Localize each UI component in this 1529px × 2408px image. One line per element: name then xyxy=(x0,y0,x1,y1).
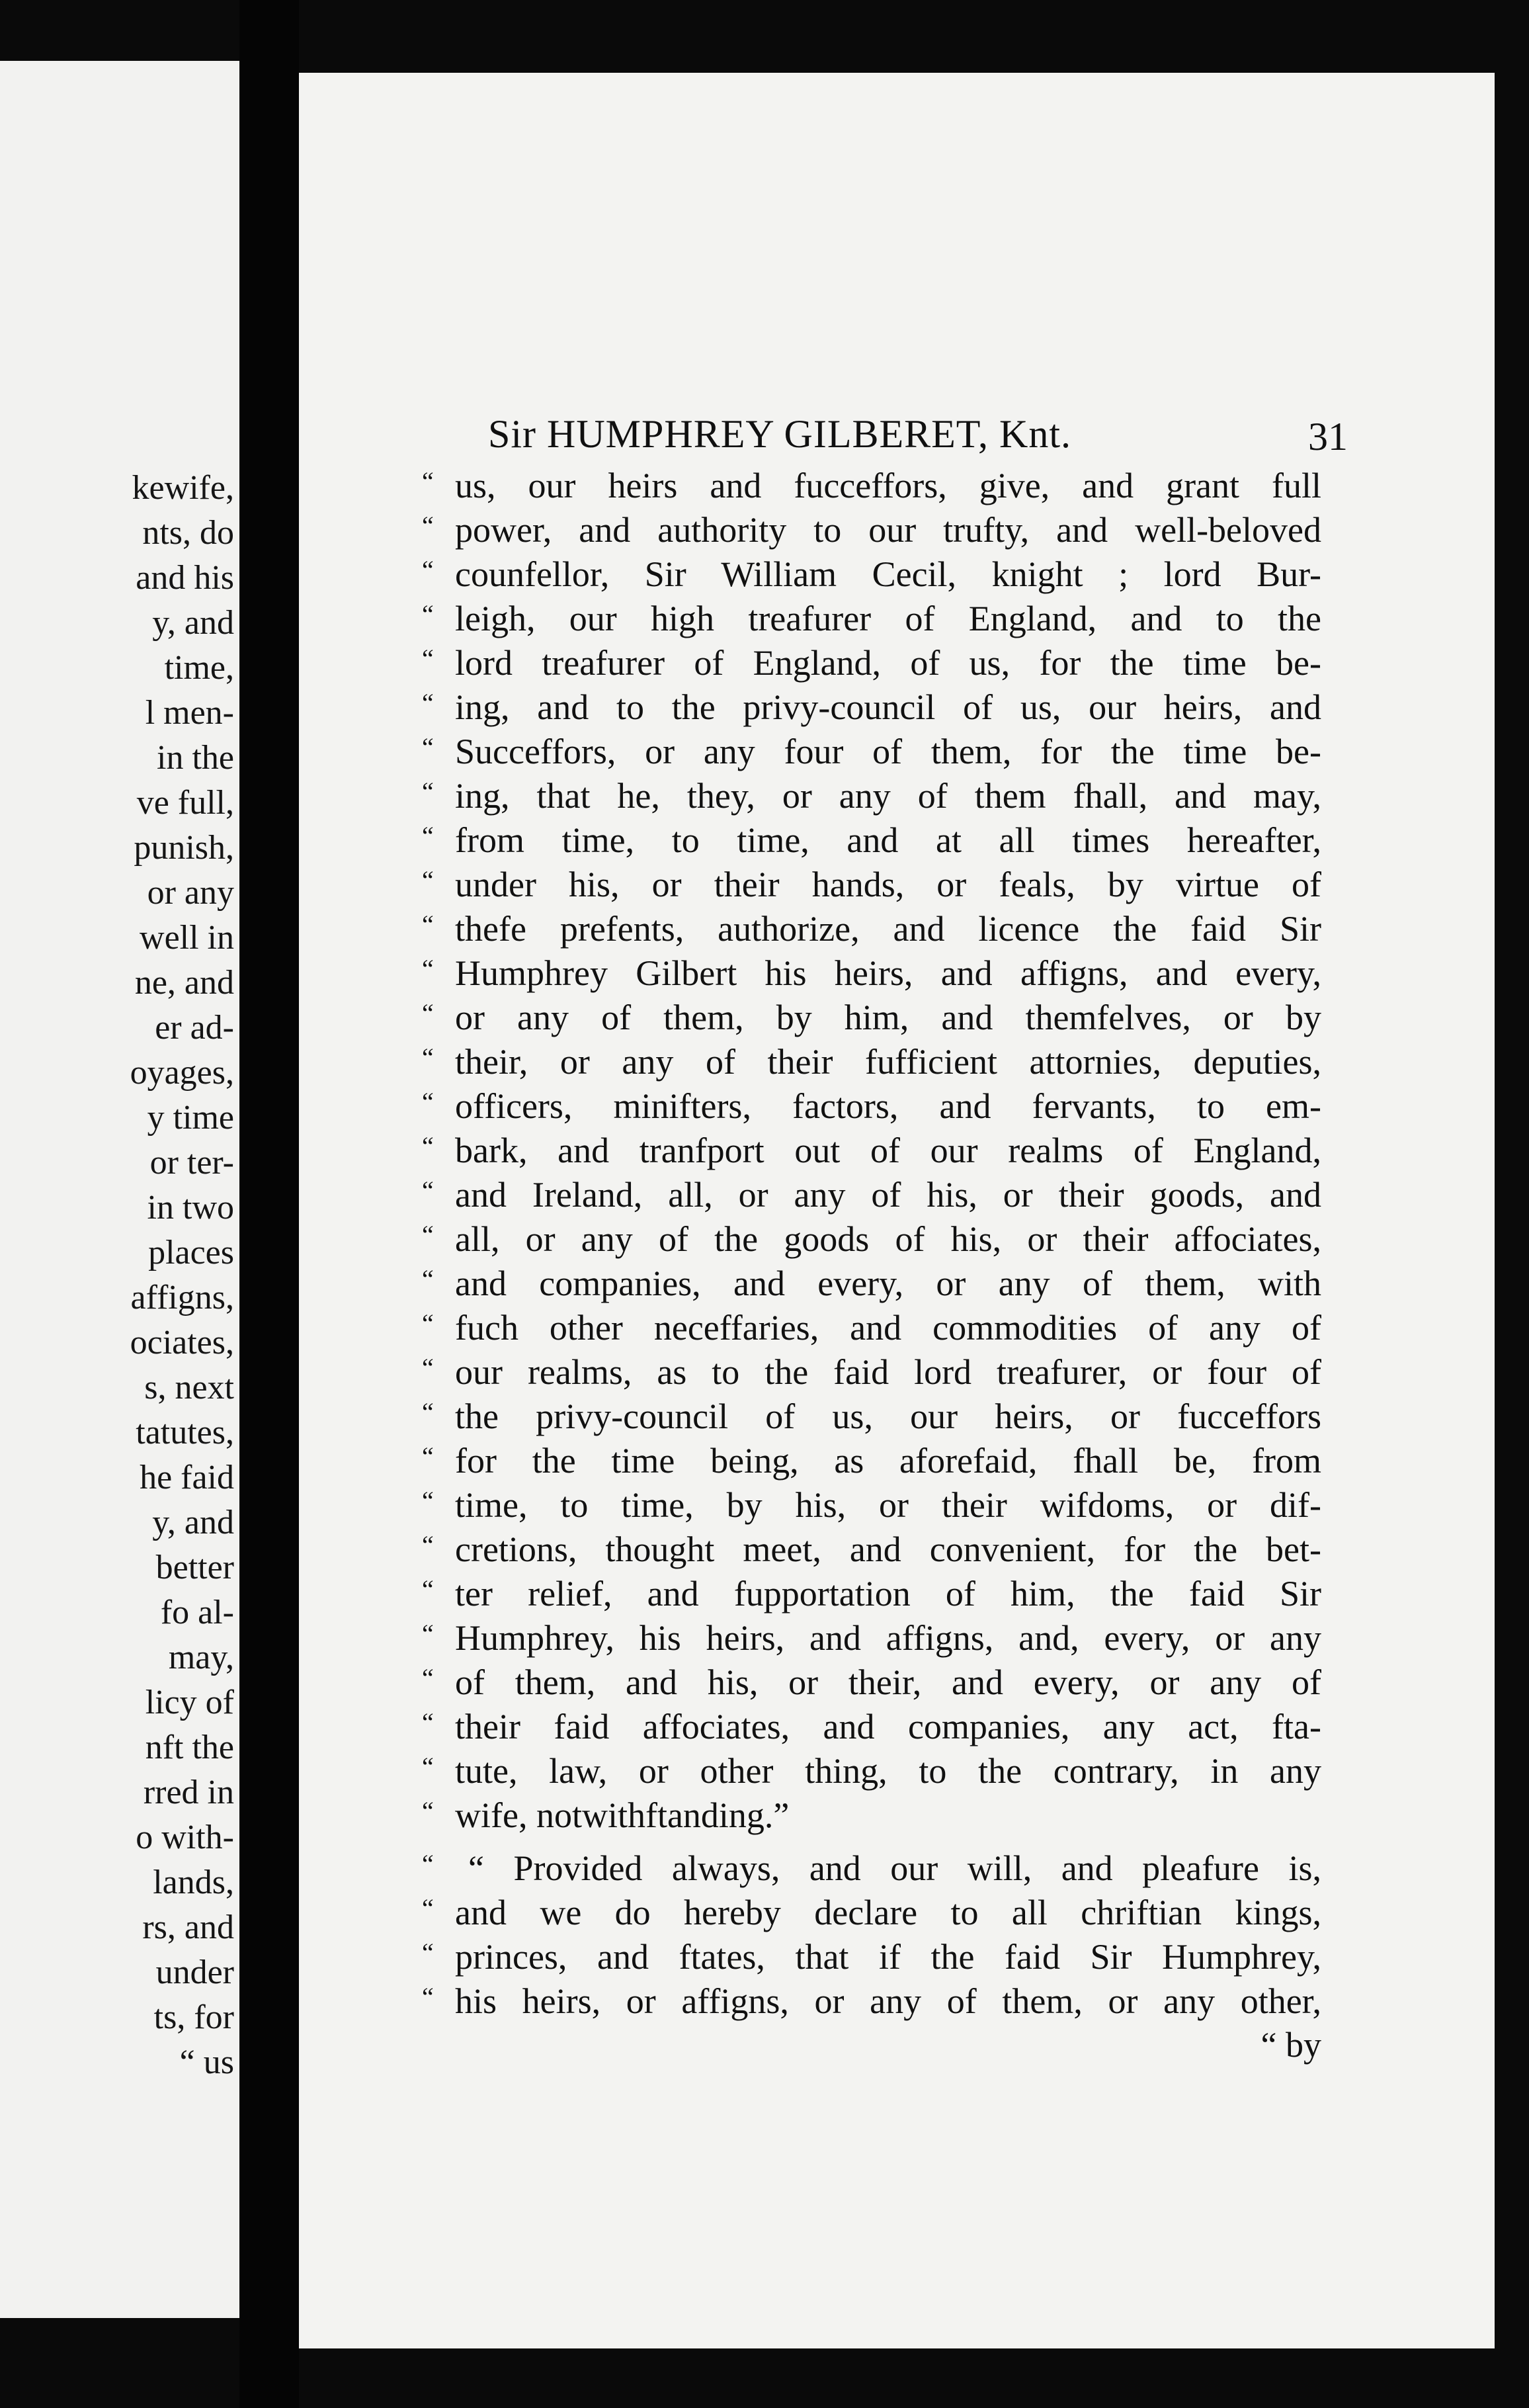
text-line xyxy=(422,729,1321,774)
quote-mark: “ xyxy=(422,688,434,718)
left-page-line: lands, xyxy=(153,1864,234,1901)
line-text: officers, minifters, factors, and fervants, to em- xyxy=(455,1086,1321,1126)
left-page-line: oyages, xyxy=(130,1054,234,1092)
quote-mark: “ xyxy=(422,1131,434,1161)
left-page-line: or ter- xyxy=(149,1144,234,1182)
quote-mark: “ xyxy=(422,1486,434,1516)
left-page-line: rs, and xyxy=(142,1909,234,1946)
text-line xyxy=(422,1660,1321,1705)
left-page-line: and his xyxy=(136,559,234,597)
text-line xyxy=(422,1934,1321,1979)
text-line xyxy=(422,1846,1321,1891)
left-page-line: y time xyxy=(147,1099,234,1137)
text-line xyxy=(422,1305,1321,1350)
quote-mark: “ xyxy=(422,1707,434,1737)
line-text: Humphrey Gilbert his heirs, and affigns, and every, xyxy=(455,953,1321,993)
left-page-line: under xyxy=(155,1954,234,1991)
text-line xyxy=(422,1438,1321,1483)
line-text: leigh, our high treafurer of England, and to the xyxy=(455,599,1321,638)
left-page-line: punish, xyxy=(134,829,234,867)
line-text: his heirs, or affigns, or any of them, or any other, xyxy=(455,1981,1321,2021)
left-page-line: or any xyxy=(147,874,234,912)
text-line xyxy=(422,1527,1321,1572)
line-text: our realms, as to the faid lord treafurer, or four of xyxy=(455,1352,1321,1392)
text-line xyxy=(422,862,1321,907)
line-text: ing, that he, they, or any of them fhall, and may, xyxy=(455,776,1321,816)
quote-mark: “ xyxy=(422,1353,434,1383)
left-page-line: time, xyxy=(164,649,234,687)
line-text: of them, and his, or their, and every, or any of xyxy=(455,1662,1321,1702)
line-text: and we do hereby declare to all chriftian kings, xyxy=(455,1893,1321,1932)
quote-mark: “ xyxy=(422,511,434,540)
left-page-line: ne, and xyxy=(134,964,234,1002)
quote-mark: “ xyxy=(422,910,434,939)
quote-mark: “ xyxy=(422,1938,434,1967)
text-line xyxy=(422,1350,1321,1395)
catchword: “ by xyxy=(1260,2025,1321,2065)
left-page-line: y, and xyxy=(152,1504,234,1541)
text-line xyxy=(422,1571,1321,1616)
text-line xyxy=(422,552,1321,597)
left-page-line: tatutes, xyxy=(136,1414,234,1451)
quote-mark: “ xyxy=(422,1397,434,1427)
quote-mark: “ xyxy=(422,555,434,585)
text-line xyxy=(422,1172,1321,1217)
quote-mark: “ xyxy=(422,777,434,806)
left-page-line: er ad- xyxy=(155,1009,234,1047)
line-text: ing, and to the privy-council of us, our heirs, and xyxy=(455,687,1321,727)
line-text: power, and authority to our trufty, and well-beloved xyxy=(455,510,1321,550)
line-text: ter relief, and fupportation of him, the faid Sir xyxy=(455,1574,1321,1613)
book-gutter xyxy=(239,0,299,2408)
quote-mark: “ xyxy=(422,954,434,984)
text-line xyxy=(422,1217,1321,1262)
text-line xyxy=(422,1890,1321,1935)
quote-mark: “ xyxy=(422,821,434,851)
line-text: and companies, and every, or any of them, with xyxy=(455,1264,1321,1303)
text-line xyxy=(422,1615,1321,1660)
quote-mark: “ xyxy=(422,466,434,496)
left-page-line: rred in xyxy=(143,1774,234,1811)
left-page-line: ve full, xyxy=(136,784,234,822)
text-line xyxy=(422,995,1321,1040)
text-line xyxy=(422,1394,1321,1439)
left-page-line: nft the xyxy=(145,1729,234,1766)
line-text: their, or any of their fufficient attornies, deputies, xyxy=(455,1042,1321,1082)
line-text: under his, or their hands, or feals, by virtue of xyxy=(455,865,1321,904)
left-page-line: affigns, xyxy=(130,1279,234,1316)
quote-mark: “ xyxy=(422,644,434,673)
running-head xyxy=(488,411,1348,464)
line-text: for the time being, as aforefaid, fhall be, from xyxy=(455,1441,1321,1481)
left-page-line: l men- xyxy=(145,694,234,732)
line-text: princes, and ftates, that if the faid Sir Humphrey, xyxy=(455,1937,1321,1977)
line-text: from time, to time, and at all times hereafter, xyxy=(455,820,1321,860)
text-line xyxy=(422,507,1321,552)
line-text: and Ireland, all, or any of his, or their goods, and xyxy=(455,1175,1321,1215)
line-text: their faid affociates, and companies, any act, fta- xyxy=(455,1707,1321,1746)
text-line xyxy=(422,906,1321,951)
left-page-line: in two xyxy=(147,1189,234,1226)
quote-mark: “ xyxy=(422,1619,434,1649)
text-line xyxy=(422,640,1321,685)
quote-mark: “ xyxy=(422,599,434,629)
text-line xyxy=(422,1128,1321,1173)
line-text: “ Provided always, and our will, and pleafure is, xyxy=(468,1848,1321,1888)
quote-mark: “ xyxy=(422,1176,434,1205)
quote-mark: “ xyxy=(422,1574,434,1604)
left-page-line: kewife, xyxy=(132,469,234,507)
page-number: 31 xyxy=(1308,415,1348,458)
left-page xyxy=(0,61,239,2318)
left-page-line: in the xyxy=(157,739,234,777)
quote-mark: “ xyxy=(422,1982,434,2012)
line-text: lord treafurer of England, of us, for the time be- xyxy=(455,643,1321,683)
left-page-line: ociates, xyxy=(130,1324,234,1361)
quote-mark: “ xyxy=(422,998,434,1028)
line-text: time, to time, by his, or their wifdoms, or dif- xyxy=(455,1485,1321,1525)
quote-mark: “ xyxy=(422,1087,434,1117)
text-line xyxy=(422,1704,1321,1749)
left-page-line: o with- xyxy=(136,1819,234,1856)
line-text: bark, and tranfport out of our realms of England, xyxy=(455,1131,1321,1170)
line-text: wife, notwithftanding.” xyxy=(455,1795,790,1835)
left-page-line: y, and xyxy=(152,604,234,642)
left-page-line: “ us xyxy=(179,2043,234,2081)
left-page-line: he faid xyxy=(140,1459,234,1496)
left-page-line: s, next xyxy=(144,1369,234,1406)
line-text: Humphrey, his heirs, and affigns, and, every, or any xyxy=(455,1618,1321,1658)
text-line xyxy=(422,818,1321,863)
text-line xyxy=(422,1084,1321,1129)
left-page-line: nts, do xyxy=(142,514,234,552)
line-text: fuch other neceffaries, and commodities of any of xyxy=(455,1308,1321,1348)
left-page-line: better xyxy=(155,1549,234,1586)
line-text: cretions, thought meet, and convenient, for the bet- xyxy=(455,1529,1321,1569)
quote-mark: “ xyxy=(422,1796,434,1826)
quote-mark: “ xyxy=(422,865,434,895)
quote-mark: “ xyxy=(422,1264,434,1294)
left-page-line: may, xyxy=(168,1639,234,1676)
quote-mark: “ xyxy=(422,732,434,762)
quote-mark: “ xyxy=(422,1752,434,1782)
quote-mark: “ xyxy=(422,1043,434,1072)
text-line xyxy=(422,773,1321,818)
left-page-line: ts, for xyxy=(153,1999,234,2036)
quote-mark: “ xyxy=(422,1893,434,1923)
text-line xyxy=(422,685,1321,730)
quote-mark: “ xyxy=(422,1849,434,1879)
text-line xyxy=(422,1483,1321,1527)
text-line xyxy=(422,951,1321,996)
line-text: or any of them, by him, and themfelves, or by xyxy=(455,998,1321,1037)
text-line xyxy=(422,1748,1321,1793)
text-line xyxy=(422,1039,1321,1084)
text-line xyxy=(422,596,1321,641)
line-text: us, our heirs and fucceffors, give, and grant full xyxy=(455,466,1321,505)
left-page-line: places xyxy=(148,1234,234,1271)
line-text: all, or any of the goods of his, or their affociates, xyxy=(455,1219,1321,1259)
quote-mark: “ xyxy=(422,1220,434,1250)
left-page-line: fo al- xyxy=(160,1594,234,1631)
quote-mark: “ xyxy=(422,1663,434,1693)
left-page-line: licy of xyxy=(145,1684,234,1721)
right-page xyxy=(299,73,1495,2348)
line-text: tute, law, or other thing, to the contrary, in any xyxy=(455,1751,1321,1791)
text-line xyxy=(422,1979,1321,2024)
running-head-title: Sir HUMPHREY GILBERET, Knt. xyxy=(488,412,1071,456)
line-text: thefe prefents, authorize, and licence the faid Sir xyxy=(455,909,1321,949)
left-page-line: well in xyxy=(140,919,234,957)
text-line xyxy=(422,463,1321,508)
text-line xyxy=(422,1793,1321,1838)
quote-mark: “ xyxy=(422,1530,434,1560)
quote-mark: “ xyxy=(422,1441,434,1471)
line-text: the privy-council of us, our heirs, or fucceffors xyxy=(455,1397,1321,1436)
quote-mark: “ xyxy=(422,1309,434,1338)
line-text: counfellor, Sir William Cecil, knight ; lord Bur- xyxy=(455,554,1321,594)
text-line xyxy=(422,1261,1321,1306)
line-text: Succeffors, or any four of them, for the time be- xyxy=(455,732,1321,771)
